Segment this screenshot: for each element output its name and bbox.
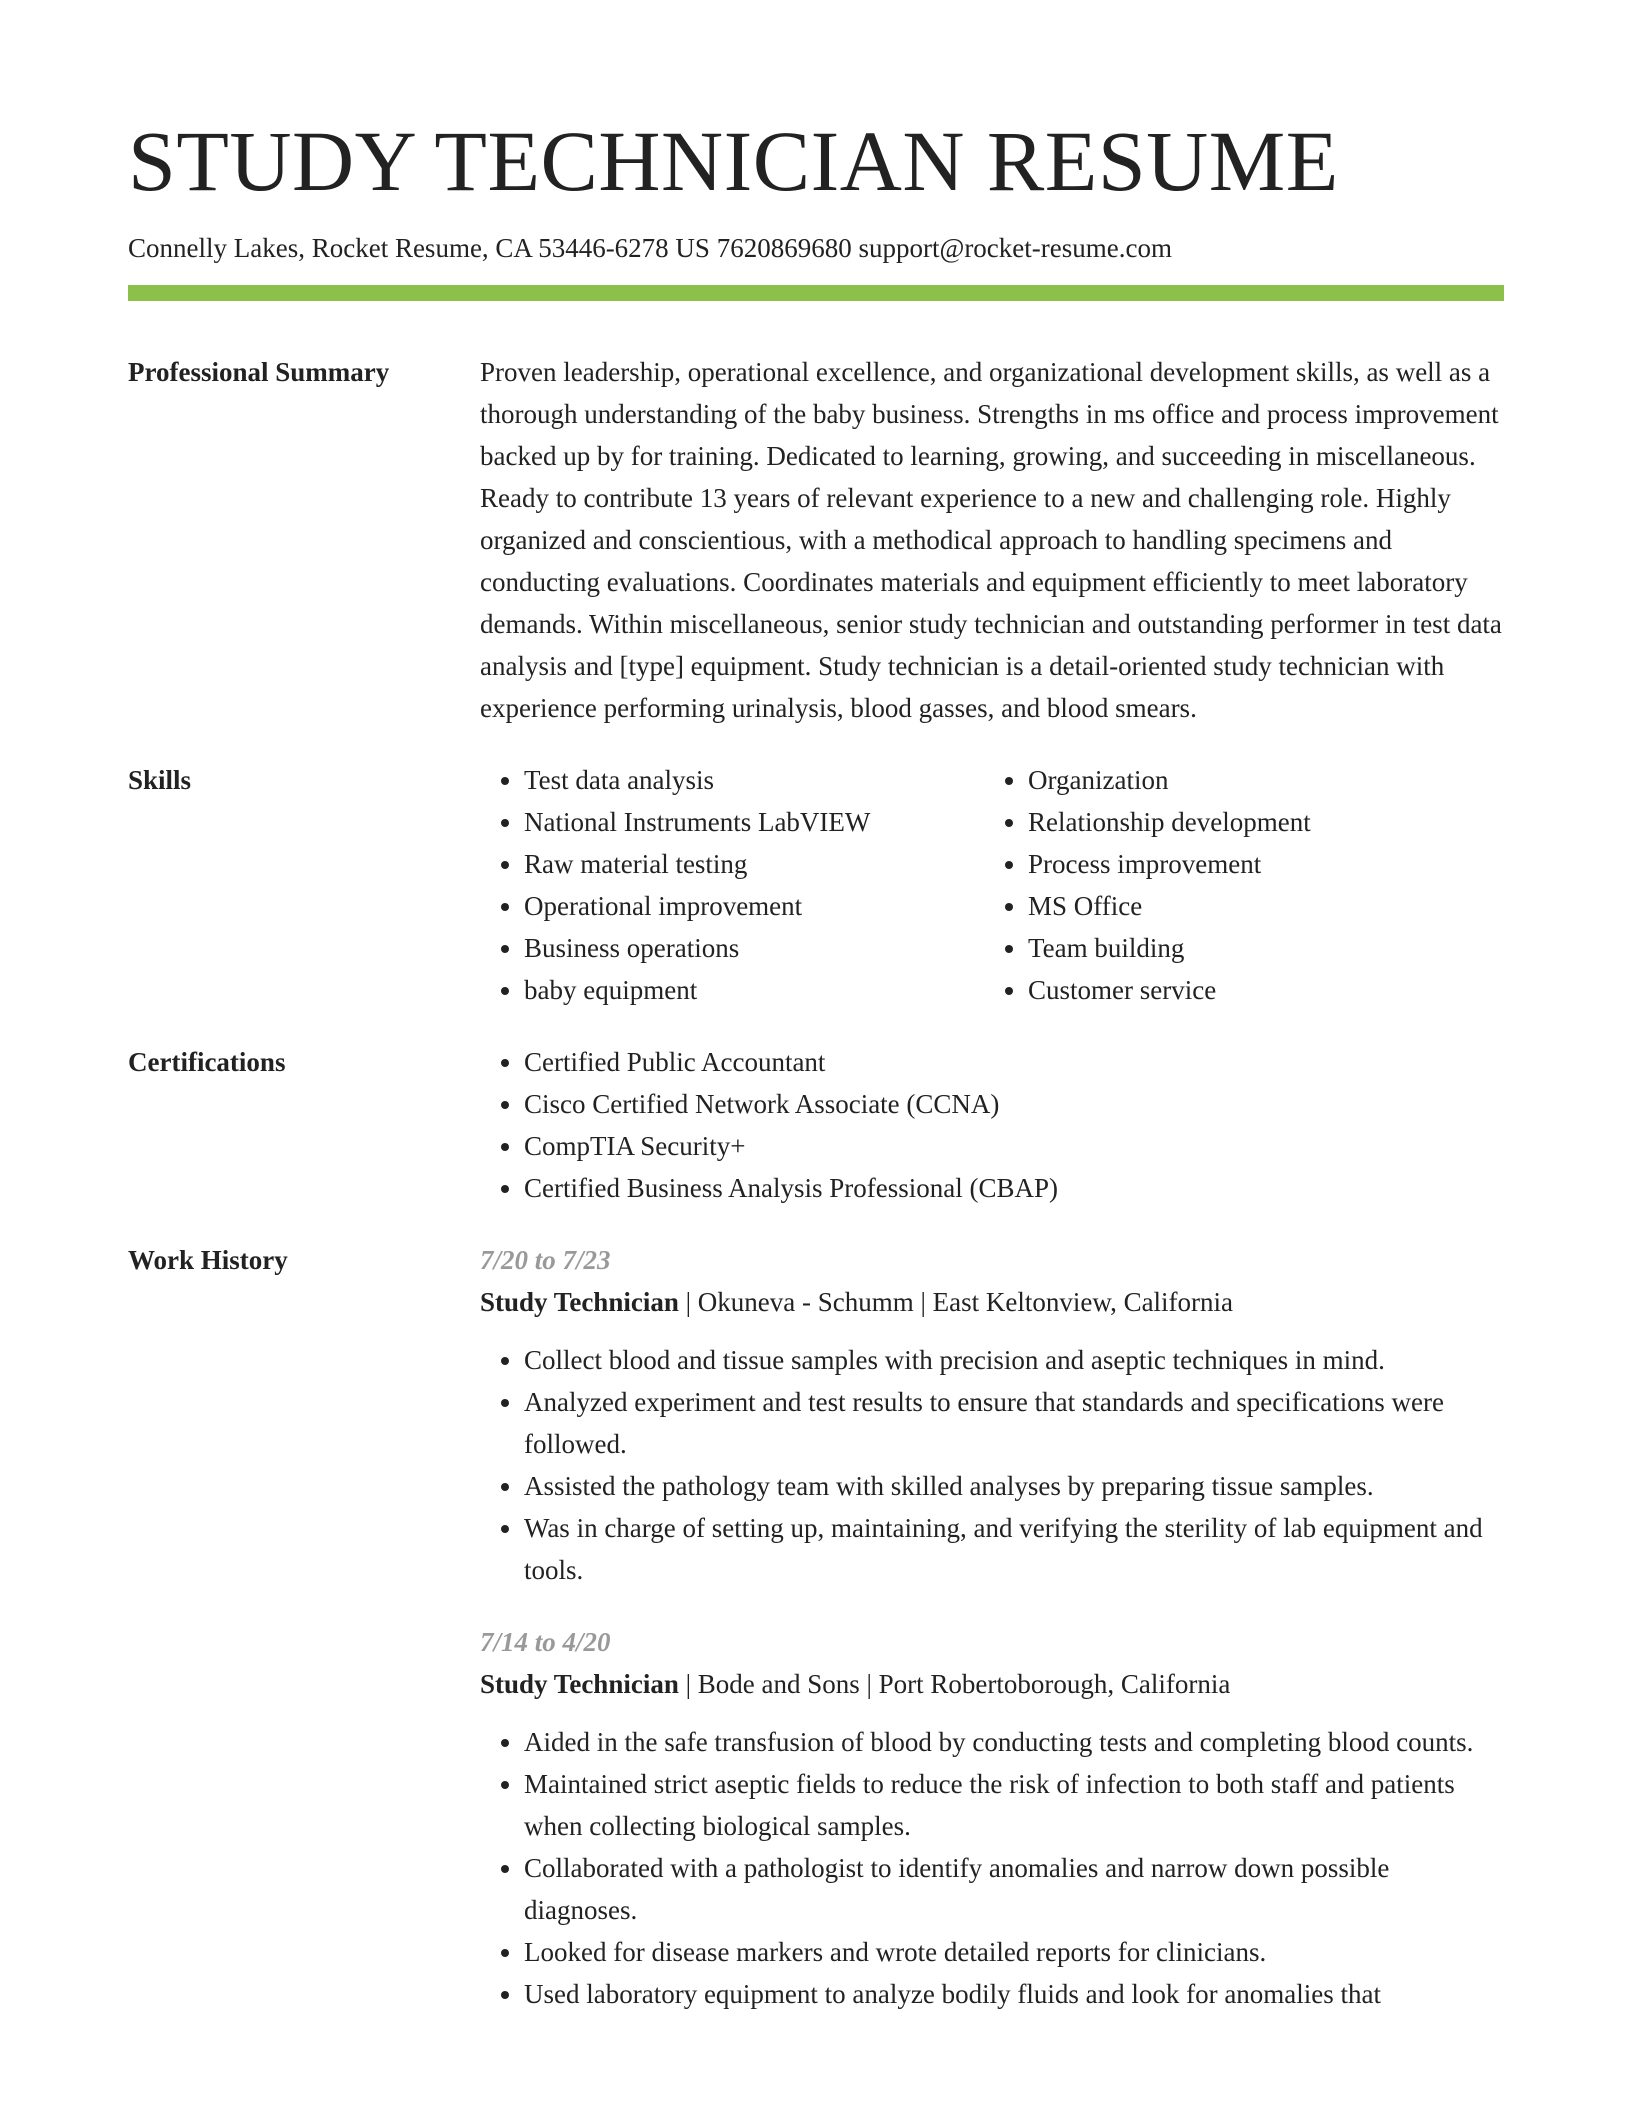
skill-item: • Team building bbox=[1028, 927, 1488, 969]
job-title: Study Technician bbox=[480, 1287, 679, 1317]
skills-heading: Skills bbox=[128, 765, 192, 795]
skill-item: • baby equipment bbox=[524, 969, 984, 1011]
skill-item: • Process improvement bbox=[1028, 843, 1488, 885]
professional-summary-heading: Professional Summary bbox=[128, 357, 390, 387]
job-bullets bbox=[480, 1339, 1504, 1591]
job-dates: 7/20 to 7/23 bbox=[480, 1245, 611, 1275]
skill-item: • Business operations bbox=[524, 927, 984, 969]
skills-columns bbox=[480, 759, 1504, 1011]
job-bullet: • Maintained strict aseptic fields to reduce the risk of infection to both staff and patients when collecting biological samples. bbox=[524, 1763, 1504, 1847]
certification-item: • Certified Public Accountant bbox=[524, 1041, 1504, 1083]
job-dates: 7/14 to 4/20 bbox=[480, 1627, 611, 1657]
work-history-body bbox=[480, 1239, 1504, 2015]
job-heading bbox=[480, 1663, 1504, 1705]
certification-item: • Cisco Certified Network Associate (CCNA) bbox=[524, 1083, 1504, 1125]
skills-section bbox=[128, 759, 1504, 1011]
skills-list-left bbox=[480, 759, 984, 1011]
skill-item: • Raw material testing bbox=[524, 843, 984, 885]
job-bullet: • Aided in the safe transfusion of blood by conducting tests and completing blood counts. bbox=[524, 1721, 1504, 1763]
skill-item: • National Instruments LabVIEW bbox=[524, 801, 984, 843]
contact-line: Connelly Lakes, Rocket Resume, CA 53446-6278 US 7620869680 support@rocket-resume.com bbox=[128, 233, 1172, 263]
skill-item: • Test data analysis bbox=[524, 759, 984, 801]
skill-item: • Customer service bbox=[1028, 969, 1488, 1011]
certifications-list bbox=[480, 1041, 1504, 1209]
accent-divider bbox=[128, 285, 1504, 301]
job-bullet: • Assisted the pathology team with skilled analyses by preparing tissue samples. bbox=[524, 1465, 1504, 1507]
job-bullet: • Looked for disease markers and wrote detailed reports for clinicians. bbox=[524, 1931, 1504, 1973]
work-history-heading: Work History bbox=[128, 1245, 288, 1275]
resume-sections bbox=[128, 351, 1504, 2015]
job-bullet: • Was in charge of setting up, maintaining, and verifying the sterility of lab equipment and tools. bbox=[524, 1507, 1504, 1591]
skill-item: • MS Office bbox=[1028, 885, 1488, 927]
job-heading bbox=[480, 1281, 1504, 1323]
professional-summary-text: Proven leadership, operational excellence, and organizational development skills, as well as a thorough understanding of the baby business. Strengths in ms office and process improvement backed up by for training. Dedicated to learning, growing, and succeeding in miscellaneous. Ready to contribute 13 years of relevant experience to a new and challenging role. Highly organized and conscientious, with a methodical approach to handling specimens and conducting evaluations. Coordinates materials and equipment efficiently to meet laboratory demands. Within miscellaneous, senior study technician and outstanding performer in test data analysis and [type] equipment. Study technician is a detail-oriented study technician with experience performing urinalysis, blood gasses, and blood smears. bbox=[480, 357, 1502, 723]
certification-item: • Certified Business Analysis Professional (CBAP) bbox=[524, 1167, 1504, 1209]
certification-item: • CompTIA Security+ bbox=[524, 1125, 1504, 1167]
job-bullet: • Collect blood and tissue samples with precision and aseptic techniques in mind. bbox=[524, 1339, 1504, 1381]
professional-summary-body bbox=[480, 351, 1504, 729]
job-title: Study Technician bbox=[480, 1669, 679, 1699]
job-entry bbox=[480, 1621, 1504, 2015]
job-employer-location: | Okuneva - Schumm | East Keltonview, California bbox=[678, 1287, 1234, 1317]
certifications-section bbox=[128, 1041, 1504, 1209]
job-bullet: • Used laboratory equipment to analyze bodily fluids and look for anomalies that bbox=[524, 1973, 1504, 2015]
job-employer-location: | Bode and Sons | Port Robertoborough, California bbox=[678, 1669, 1231, 1699]
job-bullet: • Collaborated with a pathologist to identify anomalies and narrow down possible diagnoses. bbox=[524, 1847, 1504, 1931]
skill-item: • Relationship development bbox=[1028, 801, 1488, 843]
skills-column-right bbox=[984, 759, 1488, 1011]
skill-item: • Organization bbox=[1028, 759, 1488, 801]
skills-column-left bbox=[480, 759, 984, 1011]
skill-item: • Operational improvement bbox=[524, 885, 984, 927]
work-history-section bbox=[128, 1239, 1504, 2015]
job-bullets bbox=[480, 1721, 1504, 2015]
certifications-body bbox=[480, 1041, 1504, 1209]
job-bullet: • Analyzed experiment and test results to ensure that standards and specifications were followed. bbox=[524, 1381, 1504, 1465]
skills-list-right bbox=[984, 759, 1488, 1011]
job-entry bbox=[480, 1239, 1504, 1591]
certifications-heading: Certifications bbox=[128, 1047, 286, 1077]
resume-title: STUDY TECHNICIAN RESUME bbox=[128, 113, 1339, 209]
skills-body bbox=[480, 759, 1504, 1011]
professional-summary-section bbox=[128, 351, 1504, 729]
